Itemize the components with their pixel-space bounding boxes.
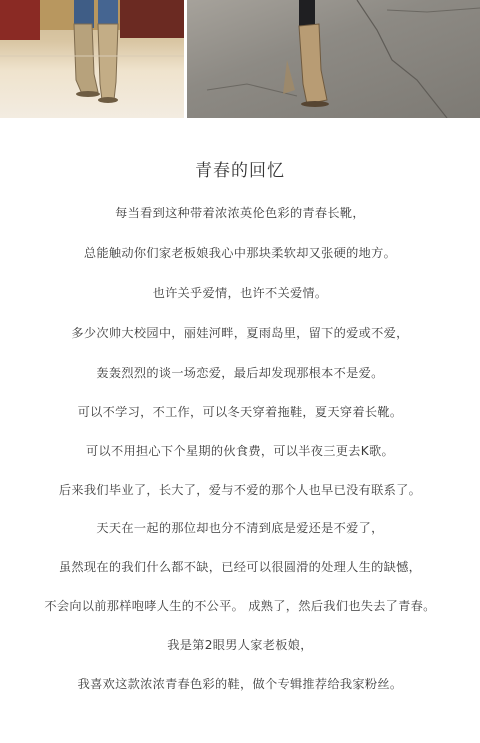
article-line: 我是第2眼男人家老板娘， <box>167 638 313 652</box>
product-photo-strip <box>0 0 480 118</box>
boots-photo-street <box>187 0 480 118</box>
article-line: 也许关乎爱情，也许不关爱情。 <box>152 286 328 300</box>
article-line: 总能触动你们家老板娘我心中那块柔软却又张硬的地方。 <box>83 246 397 260</box>
article-line: 轰轰烈烈的谈一场恋爱，最后却发现那根本不是爱。 <box>96 366 384 380</box>
article-line: 天天在一起的那位却也分不清到底是爱还是不爱了， <box>96 521 384 535</box>
article-line: 不会向以前那样咆哮人生的不公平。 成熟了，然后我们也失去了青春。 <box>44 599 436 613</box>
article-title: 青春的回忆 <box>195 161 285 181</box>
article-line: 我喜欢这款浓浓青春色彩的鞋，做个专辑推荐给我家粉丝。 <box>77 677 403 691</box>
article-line: 多少次帅大校园中，丽娃河畔，夏雨岛里，留下的爱或不爱， <box>71 326 409 340</box>
article-line: 虽然现在的我们什么都不缺，已经可以很圆滑的处理人生的缺憾， <box>58 560 422 574</box>
article-line: 每当看到这种带着浓浓英伦色彩的青春长靴， <box>115 206 365 220</box>
article-line: 可以不用担心下个星期的伙食费，可以半夜三更去K歌。 <box>86 444 394 458</box>
article-line: 可以不学习，不工作，可以冬天穿着拖鞋，夏天穿着长靴。 <box>77 405 403 419</box>
article-line: 后来我们毕业了，长大了，爱与不爱的那个人也早已没有联系了。 <box>58 483 422 497</box>
boots-photo-indoor <box>0 0 184 118</box>
